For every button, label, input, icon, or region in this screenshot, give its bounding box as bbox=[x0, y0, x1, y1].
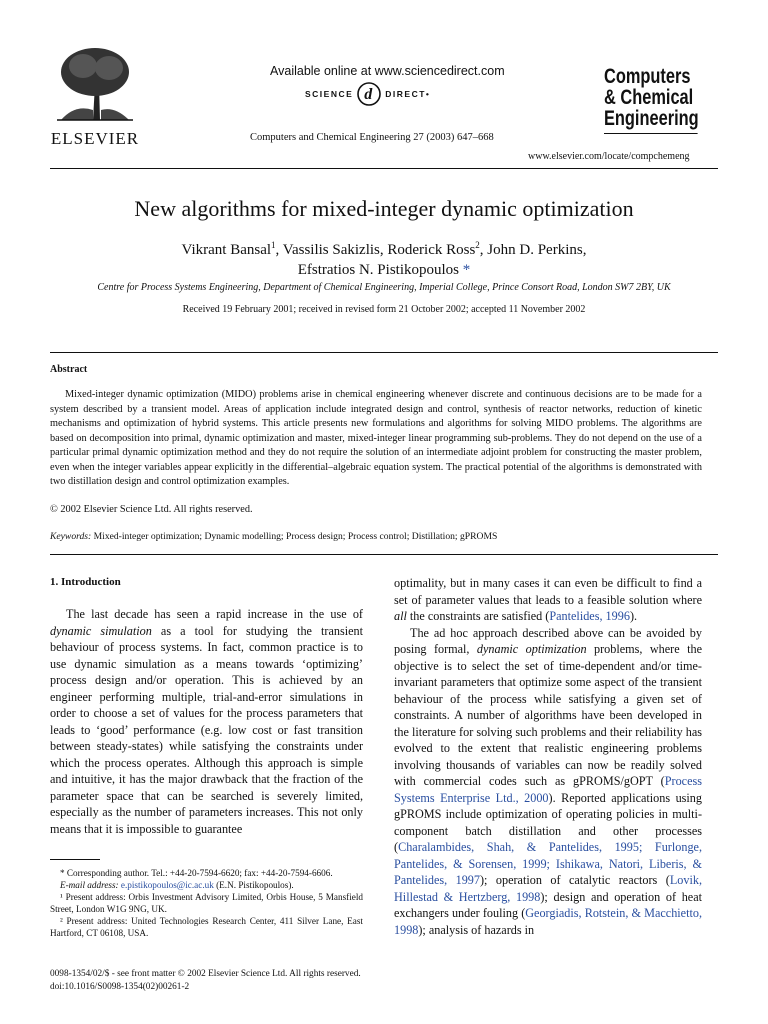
page-footer bbox=[50, 968, 361, 994]
sd-right-text: DIRECT• bbox=[385, 89, 431, 99]
journal-logo-line-3: Engineering bbox=[604, 107, 699, 130]
copyright-line: © 2002 Elsevier Science Ltd. All rights reserved. bbox=[50, 504, 253, 515]
footnote-divider bbox=[50, 859, 100, 860]
journal-logo-line-2: & Chemical bbox=[604, 86, 694, 109]
abstract-heading: Abstract bbox=[50, 364, 88, 375]
emphasis-text: dynamic simulation bbox=[50, 623, 152, 638]
journal-logo-rule bbox=[604, 133, 698, 134]
citation-link[interactable]: Charalambides, Shah, & Pantelides, 1995; Furlonge, Pantelides, & Sorensen, 1999; Ishikawa, Natori, Liberis, & Pantelides, 1997 bbox=[394, 840, 702, 887]
author-name[interactable]: Vikrant Bansal bbox=[181, 242, 272, 258]
email-link[interactable]: e.pistikopoulos@ic.ac.uk bbox=[120, 880, 214, 890]
header-divider bbox=[50, 168, 718, 169]
author-footnote-mark[interactable]: 1 bbox=[271, 240, 276, 250]
abstract-divider bbox=[50, 352, 718, 353]
keywords-divider bbox=[50, 554, 718, 555]
intro-paragraph-2 bbox=[394, 575, 702, 625]
elsevier-tree-icon bbox=[55, 44, 135, 122]
emphasis-text: all bbox=[394, 609, 407, 623]
article-title: New algorithms for mixed-integer dynamic optimization bbox=[134, 196, 634, 221]
author-list bbox=[0, 235, 768, 280]
sd-left-text: SCIENCE bbox=[305, 89, 354, 99]
text-run: ). Reported applications using gPROMS include optimization of operating policies in multi-component batch distillation and other processes ( bbox=[394, 790, 702, 854]
section-heading: 1. Introduction bbox=[50, 576, 121, 588]
sciencedirect-logo bbox=[305, 81, 430, 107]
email-label: E-mail address: bbox=[60, 880, 119, 890]
citation-link[interactable]: Pantelides, 1996 bbox=[549, 609, 630, 623]
right-column bbox=[394, 575, 702, 938]
text-run: ). bbox=[629, 609, 638, 623]
footnotes bbox=[50, 867, 363, 939]
journal-url[interactable]: www.elsevier.com/locate/compchemeng bbox=[528, 151, 690, 162]
authors-line-2 bbox=[0, 260, 768, 280]
keywords-label: Keywords: bbox=[50, 531, 92, 542]
intro-paragraph-1 bbox=[50, 606, 363, 837]
text-run: as a tool for studying the transient behaviour of process systems. In fact, common practice is to use dynamic simulation as a means towards ‘optimizing’ process design and/or operation. This is achieved by an engineer performing multiple, trial-and-error simulations in order to choose a set of values for the process parameters that leads to ‘good’ performance (e.g. low cost or fast transition between steady-states) while satisfying the constraints under which the process operates. Although this approach is simple and intuitive, it has the major drawback that the fraction of the parameter space that can be searched is severely limited, especially as the number of parameters increases. This not only means that it is impossible to guarantee bbox=[50, 623, 363, 836]
sciencedirect-at-icon bbox=[356, 81, 382, 107]
footer-issn: 0098-1354/02/$ - see front matter © 2002 Elsevier Science Ltd. All rights reserved. bbox=[50, 969, 361, 979]
corresponding-author-mark[interactable]: * bbox=[462, 262, 471, 278]
text-run: (E.N. Pistikopoulos). bbox=[213, 880, 294, 890]
author-footnote-mark[interactable]: 2 bbox=[475, 240, 480, 250]
abstract-text: Mixed-integer dynamic optimization (MIDO) problems arise in chemical engineering whenever discrete and continuous decisions are to be made for a system described by a transient model. Areas of application include integrated design and control, synthesis of reactor networks, reduction of kinetic mechanisms and optimization of hybrid systems. This article presents new formulations and algorithms for solving MIDO problems. The algorithms are based on decomposition into primal, dynamic optimization and master, mixed-integer linear programming sub-problems. They do not depend on the use of a particular primal dynamic optimization method and they do not require the solution of an intermediate adjoint problem for constructing the master problem, even when the integer variables appear explicitly in the differential–algebraic equation system. The practical potential of the algorithms is demonstrated with two distillation design and control optimization examples. bbox=[50, 389, 702, 487]
footnote-2: ² Present address: United Technologies Research Center, 411 Silver Lane, East Hartford, CT 06108, USA. bbox=[50, 916, 363, 938]
journal-reference: Computers and Chemical Engineering 27 (2003) 647–668 bbox=[250, 132, 494, 143]
journal-logo-line-1: Computers bbox=[604, 65, 691, 88]
svg-text:d: d bbox=[364, 86, 375, 103]
keywords-list: Mixed-integer optimization; Dynamic modelling; Process design; Process control; Distillation; gPROMS bbox=[93, 531, 498, 542]
footnote-email bbox=[50, 879, 363, 891]
text-run: ); design and operation of heat exchangers under fouling ( bbox=[394, 889, 702, 920]
citation-link[interactable]: Lovik, Hillestad & Hertzberg, 1998 bbox=[394, 873, 702, 904]
citation-link[interactable]: Georgiadis, Rotstein, & Macchietto, 1998 bbox=[394, 906, 702, 937]
intro-paragraph-3 bbox=[394, 625, 702, 939]
text-run: ); analysis of hazards in bbox=[418, 922, 535, 937]
available-online-text: Available online at www.sciencedirect.com bbox=[270, 64, 505, 78]
text-run: The ad hoc approach described above can be avoided by posing formal, bbox=[394, 625, 702, 656]
author-name[interactable]: Efstratios N. Pistikopoulos bbox=[297, 262, 459, 278]
text-run: problems, where the objective is to select the set of time-dependent and/or time-invariant parameters that optimize some aspect of the transient behaviour of the process while satisfying a given set of constraints. A number of algorithms have been developed in the literature for solving such problems and their reliability has evolved to the extent that realistic engineering problems involving thousands of variables can now be readily solved with commercial codes such as gPROMS/gOPT ( bbox=[394, 642, 702, 788]
footer-doi[interactable]: doi:10.1016/S0098-1354(02)00261-2 bbox=[50, 982, 190, 992]
citation-link[interactable]: Process Systems Enterprise Ltd., 2000 bbox=[394, 774, 702, 805]
text-run: The last decade has seen a rapid increase in the use of bbox=[66, 607, 363, 621]
emphasis-text: dynamic optimization bbox=[476, 642, 587, 656]
publisher-name: ELSEVIER bbox=[50, 129, 140, 148]
authors-line-1 bbox=[0, 235, 768, 260]
author-names[interactable]: , Vassilis Sakizlis, Roderick Ross bbox=[275, 242, 476, 258]
journal-logo bbox=[604, 66, 699, 134]
elsevier-logo bbox=[50, 44, 140, 149]
text-run: optimality, but in many cases it can even be difficult to find a set of parameter values that leads to a feasible solution where bbox=[394, 576, 702, 607]
received-dates: Received 19 February 2001; received in revised form 21 October 2002; accepted 11 November 2002 bbox=[182, 304, 586, 315]
footnote-corresponding: * Corresponding author. Tel.: +44-20-7594-6620; fax: +44-20-7594-6606. bbox=[60, 868, 333, 878]
keywords bbox=[50, 531, 497, 542]
text-run: ); operation of catalytic reactors ( bbox=[479, 873, 670, 887]
author-names[interactable]: , John D. Perkins, bbox=[479, 242, 587, 258]
affiliation: Centre for Process Systems Engineering, Department of Chemical Engineering, Imperial College, Prince Consort Road, London SW7 2BY, UK bbox=[97, 282, 671, 293]
text-run: the constraints are satisfied ( bbox=[406, 609, 550, 623]
footnote-1: ¹ Present address: Orbis Investment Advisory Limited, Orbis House, 5 Mansfield Street, London W1G 9NG, UK. bbox=[50, 892, 363, 914]
